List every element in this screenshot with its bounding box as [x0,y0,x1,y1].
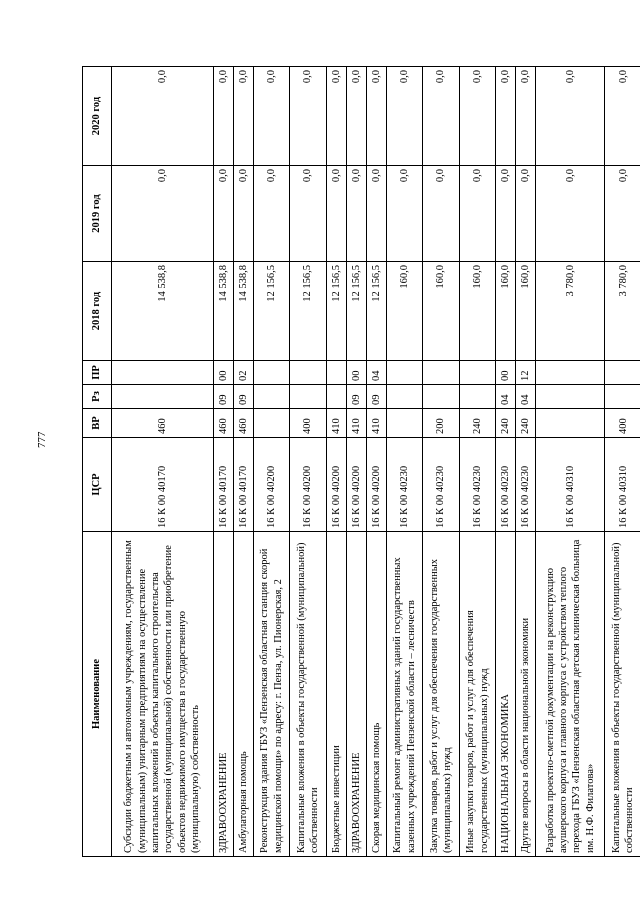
cell-pr [254,361,290,385]
table-row [213,67,233,857]
cell-csr: 16 К 00 40200 [326,438,346,532]
cell-vr [536,409,605,438]
cell-name: Бюджетные инвестиции [326,532,346,857]
cell-name: Капитальные вложения в объекты государственной (муниципальной) собственности [290,532,326,857]
table-header [83,67,112,857]
cell-y2019: 0,0 [366,166,386,262]
cell-rz: 09 [366,385,386,409]
cell-y2019: 0,0 [536,166,605,262]
cell-name: ЗДРАВООХРАНЕНИЕ [346,532,366,857]
cell-rz: 09 [346,385,366,409]
header-rz: Рз [83,385,112,409]
table-row [423,67,459,857]
cell-vr: 460 [233,409,253,438]
cell-name: ЗДРАВООХРАНЕНИЕ [213,532,233,857]
cell-y2018: 12 156,5 [346,262,366,361]
cell-vr: 410 [346,409,366,438]
cell-csr: 16 К 00 40310 [536,438,605,532]
cell-csr: 16 К 00 40200 [254,438,290,532]
table-row [516,67,536,857]
cell-y2020: 0,0 [290,67,326,166]
header-vr: ВР [83,409,112,438]
cell-rz: 09 [233,385,253,409]
cell-pr: 00 [213,361,233,385]
cell-name: Иные закупки товаров, работ и услуг для обеспечения государственных (муниципальных) нужд [459,532,495,857]
cell-y2019: 0,0 [346,166,366,262]
table-row [536,67,605,857]
table-row [290,67,326,857]
cell-name: Скорая медицинская помощь [366,532,386,857]
table-row [233,67,253,857]
cell-vr: 200 [423,409,459,438]
cell-vr: 400 [290,409,326,438]
cell-csr: 16 К 00 40230 [386,438,422,532]
table-row [112,67,214,857]
table-row [496,67,516,857]
cell-y2018: 12 156,5 [290,262,326,361]
cell-y2019: 0,0 [233,166,253,262]
table-row [605,67,640,857]
cell-vr: 400 [605,409,640,438]
cell-csr: 16 К 00 40170 [233,438,253,532]
cell-y2018: 12 156,5 [326,262,346,361]
cell-y2019: 0,0 [386,166,422,262]
cell-rz [326,385,346,409]
cell-name: Капитальные вложения в объекты государственной (муниципальной) собственности [605,532,640,857]
cell-name: Амбулаторная помощь [233,532,253,857]
cell-csr: 16 К 00 40230 [496,438,516,532]
table-row [366,67,386,857]
cell-pr [423,361,459,385]
cell-vr [254,409,290,438]
cell-csr: 16 К 00 40170 [112,438,214,532]
cell-y2020: 0,0 [605,67,640,166]
cell-name: НАЦИОНАЛЬНАЯ ЭКОНОМИКА [496,532,516,857]
cell-rz [605,385,640,409]
header-name: Наименование [83,532,112,857]
cell-y2019: 0,0 [459,166,495,262]
cell-csr: 16 К 00 40200 [366,438,386,532]
cell-y2020: 0,0 [254,67,290,166]
cell-y2018: 12 156,5 [254,262,290,361]
cell-y2018: 160,0 [496,262,516,361]
cell-pr [112,361,214,385]
cell-y2019: 0,0 [254,166,290,262]
cell-y2018: 3 780,0 [605,262,640,361]
cell-csr: 16 К 00 40310 [605,438,640,532]
cell-vr: 460 [112,409,214,438]
table-row [326,67,346,857]
cell-y2018: 160,0 [459,262,495,361]
cell-pr [536,361,605,385]
cell-y2020: 0,0 [496,67,516,166]
cell-y2018: 160,0 [516,262,536,361]
cell-rz [423,385,459,409]
cell-vr: 460 [213,409,233,438]
cell-y2018: 14 538,8 [213,262,233,361]
header-2020: 2020 год [83,67,112,166]
cell-y2020: 0,0 [112,67,214,166]
cell-vr: 240 [496,409,516,438]
cell-y2020: 0,0 [346,67,366,166]
cell-pr [459,361,495,385]
cell-pr: 04 [366,361,386,385]
cell-y2018: 14 538,8 [112,262,214,361]
cell-y2020: 0,0 [386,67,422,166]
cell-y2019: 0,0 [213,166,233,262]
header-row [83,67,112,857]
table-row [459,67,495,857]
cell-y2020: 0,0 [233,67,253,166]
table-row [346,67,366,857]
cell-pr: 12 [516,361,536,385]
cell-y2019: 0,0 [326,166,346,262]
header-csr: ЦСР [83,438,112,532]
cell-name: Разработка проектно-сметной документации на реконструкцию акушерского корпуса и главного корпуса с устройством теплого перехода ГБУЗ «Пензенская областная детская клиническая больница им. Н.Ф. Филатова» [536,532,605,857]
table-body [112,67,640,857]
cell-vr [386,409,422,438]
cell-csr: 16 К 00 40170 [213,438,233,532]
cell-csr: 16 К 00 40200 [346,438,366,532]
cell-csr: 16 К 00 40230 [516,438,536,532]
cell-name: Капитальный ремонт административных зданий государственных казенных учреждений Пензенской области – лесничеств [386,532,422,857]
cell-rz [536,385,605,409]
cell-y2020: 0,0 [326,67,346,166]
cell-vr: 410 [326,409,346,438]
cell-y2019: 0,0 [516,166,536,262]
cell-pr [386,361,422,385]
cell-y2019: 0,0 [423,166,459,262]
header-2018: 2018 год [83,262,112,361]
cell-rz: 04 [496,385,516,409]
rotated-table-wrapper [82,67,640,857]
cell-vr: 240 [459,409,495,438]
cell-name: Другие вопросы в области национальной экономики [516,532,536,857]
cell-y2020: 0,0 [423,67,459,166]
cell-y2020: 0,0 [459,67,495,166]
cell-rz [290,385,326,409]
budget-table [82,66,640,857]
cell-pr: 00 [496,361,516,385]
cell-csr: 16 К 00 40230 [459,438,495,532]
cell-y2018: 160,0 [423,262,459,361]
cell-pr: 00 [346,361,366,385]
cell-pr [290,361,326,385]
cell-y2018: 3 780,0 [536,262,605,361]
cell-name: Закупка товаров, работ и услуг для обеспечения государственных (муниципальных) нужд [423,532,459,857]
cell-y2019: 0,0 [605,166,640,262]
cell-rz: 04 [516,385,536,409]
cell-y2020: 0,0 [213,67,233,166]
table-row [254,67,290,857]
cell-pr: 02 [233,361,253,385]
cell-rz [459,385,495,409]
cell-y2018: 14 538,8 [233,262,253,361]
cell-y2020: 0,0 [516,67,536,166]
cell-rz [254,385,290,409]
cell-y2019: 0,0 [112,166,214,262]
cell-rz [386,385,422,409]
cell-name: Реконструкция здания ГБУЗ «Пензенская областная станция скорой медицинской помощи» по адресу: г. Пенза, ул. Пионерская, 2 [254,532,290,857]
cell-csr: 16 К 00 40230 [423,438,459,532]
cell-vr: 240 [516,409,536,438]
cell-pr [326,361,346,385]
header-pr: ПР [83,361,112,385]
cell-y2020: 0,0 [366,67,386,166]
cell-vr: 410 [366,409,386,438]
cell-pr [605,361,640,385]
cell-y2019: 0,0 [290,166,326,262]
cell-y2018: 12 156,5 [366,262,386,361]
cell-y2019: 0,0 [496,166,516,262]
cell-csr: 16 К 00 40200 [290,438,326,532]
cell-y2020: 0,0 [536,67,605,166]
cell-rz [112,385,214,409]
page-number: 777 [36,431,48,448]
header-2019: 2019 год [83,166,112,262]
cell-rz: 09 [213,385,233,409]
table-row [386,67,422,857]
cell-name: Субсидии бюджетным и автономным учреждениям, государственным (муниципальным) унитарным предприятиям на осуществление капитальных вложений в объекты капитального строительства государственной (муниципальной) собственности или приобретение объектов недвижимого имущества в государственную (муниципальную) собственность [112,532,214,857]
cell-y2018: 160,0 [386,262,422,361]
